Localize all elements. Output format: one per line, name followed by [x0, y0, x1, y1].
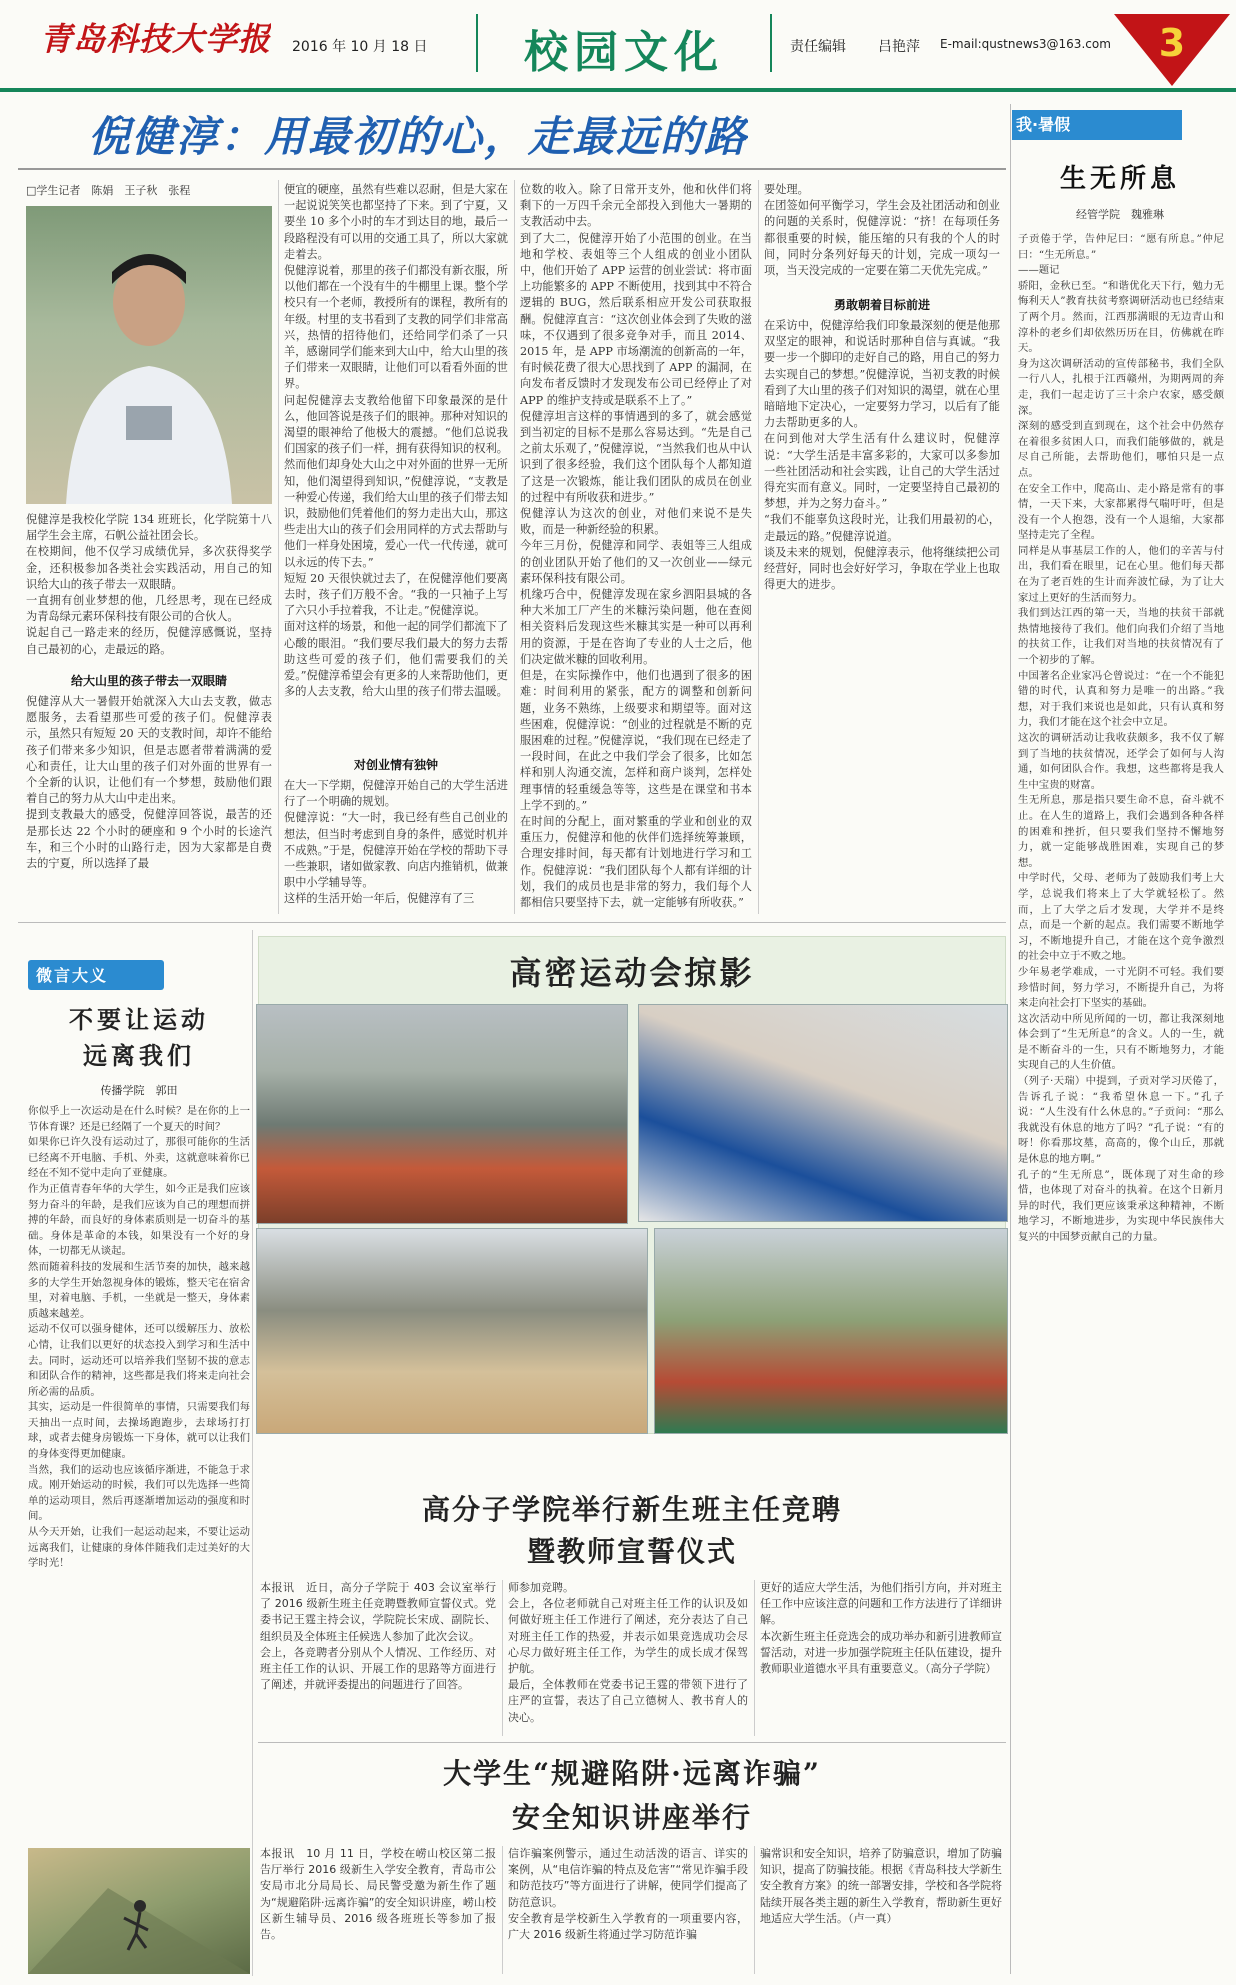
article3-title-line2: 安全知识讲座举行: [511, 1801, 752, 1834]
essay-author: 经管学院 魏雅琳: [1076, 208, 1164, 221]
article-body-col2b: 在大一下学期，倪健淳开始自己的大学生活进行了一个明确的规划。 倪健淳说：“大一时，我已经有些自己创业的想法，但当时考虑到自身的条件，感觉时机并不成熟。”于是，倪健淳开始在学校的帮助下寻一些兼职，诸如做家教、向店内推销机，做兼职中小学辅导等。 这样的生活开始一年后，倪健淳有了三: [284, 779, 508, 906]
newspaper-logo: 青岛科技大学报: [40, 20, 272, 58]
editor-name: 吕艳萍: [878, 39, 920, 55]
article3-col3: 骗常识和安全知识，培养了防骗意识，增加了防骗知识，提高了防骗技能。根据《青岛科技大学新生安全教育方案》的统一部署安排，学校和各学院将陆续开展各类主题的新生入学教育，帮助新生更好地适应大学生活。（卢一真）: [760, 1847, 1002, 1925]
page-number-badge: [1114, 14, 1230, 86]
opinion-author: 传播学院 郭田: [100, 1084, 178, 1097]
long-jump-photo: [256, 1228, 648, 1434]
subhead-mountain-children: 给大山里的孩子带去一双眼睛: [70, 674, 227, 688]
person-photo-graphic: [26, 206, 272, 504]
subhead-brave-forward: 勇敢朝着目标前进: [833, 298, 930, 312]
article2-col1: 本报讯 近日，高分子学院于 403 会议室举行了 2016 级新生班主任竞聘暨教师宣誓仪式。党委书记王霆主持会议，学院院长宋成、副院长、组织员及全体班主任候选人参加了此次会议。 会上，各竞聘者分别从个人情况、工作经历、对班主任工作的认识、开展工作的思路等方面进行了阐述，并就评委提出的问题进行了回答。: [260, 1581, 496, 1692]
stadium-ceremony-photo: [256, 1004, 628, 1224]
opinion-title-line2: 远离我们: [83, 1041, 195, 1070]
section-title: 校园文化: [524, 27, 724, 78]
article-body-col2: 便宜的硬座，虽然有些难以忍耐，但是大家在一起说说笑笑也都坚持了下来。到了宁夏，又要坐 10 多个小时的车才到达目的地，最后一段路程没有可以用的交通工具了，所以大家就走着去。 倪健淳说着，那里的孩子们都没有新衣服，所以他们都在一个没有牛的牛棚里上课。整个学校只有一个老师，教授所有的课程，教所有的年级。村里的支书看到了支教的同学们非常高兴，热情的招待他们，还给同学们杀了一只羊，感谢同学们能来到大山中，给大山里的孩子们带来一双眼睛，让他们可以看看外面的世界。 问起倪健淳去支教给他留下印象最深的是什么，他回答说是孩子们的眼神。那种对知识的渴望的眼神给了他极大的震撼。“他们总说我们国家的孩子们一样，拥有获得知识的权利。然而他们却身处大山之中对外面的世界一无所知，他们渴望得到知识，”倪健淳说，“支教是一种爱心传递，我们给大山里的孩子们带去知识，鼓励他们凭着他们的努力走出大山，那这些走出大山的孩子们会用同样的方式去帮助与他们一样身处困境，爱心一代一代传递，就可以永远的传下去。” 短短 20 天很快就过去了，在倪健淳他们要离去时，孩子们万般不舍。“我的一只袖子上写了六只小手拉着我，不让走。”倪健淳说。 面对这样的场景，和他一起的同学们都流下了心酸的眼泪。“我们要尽我们最大的努力去帮助这些可爱的孩子们，他们需要我们的关爱。”倪健淳希望会有更多的人来帮助他们，更多的人去支教，给大山里的孩子们带去温暖。: [284, 183, 508, 699]
cheering-students-photo: [638, 1004, 1008, 1222]
editor-label: 责任编辑: [790, 39, 846, 55]
article2-col2: 师参加竞聘。 会上，各位老师就自己对班主任工作的认识及如何做好班主任工作进行了阐述，充分表达了自己对班主任工作的热爱，并表示如果竞选成功会尽心尽力做好班主任工作，为学生的成长成才保驾护航。 最后，全体教师在党委书记王霆的带领下进行了庄严的宣誓，表达了自己立德树人、教书育人的决心。: [508, 1581, 748, 1724]
essay-body: 子贡倦于学，告仲尼曰：“愿有所息。”仲尼曰：“生无所息。” ——题记 骄阳，金秋已至。“和谐优化天下行，勉力无悔利天人”教育扶贫考察调研活动也已经结束了两个月。然而，江西那满眼的无边青山和淳朴的老乡们却依然历历在目，仿佛就在昨天。 身为这次调研活动的宣传部秘书，我们全队一行八人，扎根于江西赣州，为期两周的奔走，我们一起走访了三十余户农家，感受颇深。 深刻的感受到直到现在，这个社会中仍然存在着很多贫困人口，而我们能够做的，就是尽自己所能，去帮助他们，哪怕只是一点点。 在安全工作中，爬高山、走小路是常有的事情，一天下来，大家都累得气喘吁吁，但是没有一个人抱怨，没有一个人退缩，大家都坚持走完了全程。 同样是从事基层工作的人，他们的辛苦与付出，我们看在眼里，记在心里。他们每天都在为了老百姓的生计而奔波忙碌，为了让大家过上更好的生活而努力。 我们到达江西的第一天，当地的扶贫干部就热情地接待了我们。他们向我们介绍了当地的扶贫工作，让我们对当地的扶贫情况有了一个初步的了解。 中国著名企业家冯仑曾说过：“在一个不能犯错的时代，认真和努力是唯一的出路。”我想，对于我们来说也是如此，只有认真和努力，我们才能在这个社会中立足。 这次的调研活动让我收获颇多，我不仅了解到了当地的扶贫情况，还学会了如何与人沟通，如何团队合作。我想，这些都将是我人生中宝贵的财富。 生无所息，那是指只要生命不息，奋斗就不止。在人生的道路上，我们会遇到各种各样的困难和挫折，但只要我们坚持不懈地努力，就一定能够战胜困难，实现自己的梦想。 中学时代，父母、老师为了鼓励我们考上大学，总说我们将来上了大学就轻松了。然而，上了大学之后才发现，大学并不是终点，而是一个新的起点。我们需要不断地学习，不断地提升自己，才能在这个竞争激烈的社会中立于不败之地。 少年易老学难成，一寸光阴不可轻。我们要珍惜时间，努力学习，不断提升自己，为将来走向社会打下坚实的基础。 这次活动中所见所闻的一切，都让我深刻地体会到了“生无所息”的含义。人的一生，就是不断奋斗的一生，只有不断地努力，才能实现自己的人生价值。 （列子·天瑞）中提到，子贡对学习厌倦了，告诉孔子说：“我希望休息一下。”孔子说：“人生没有什么休息的。”子贡问：“那么我就没有休息的地方了吗？”孔子说：“有的呀！你看那坟墓，高高的，像个山丘，那就是休息的地方啊。” 孔子的“生无所息”，既体现了对生命的珍惜，也体现了对奋斗的执着。在这个日新月异的时代，我们更应该秉承这种精神，不断地学习，不断地进步，为实现中华民族伟大复兴的中国梦贡献自己的力量。: [1018, 233, 1224, 1243]
headline-divider: [18, 168, 1006, 170]
article3-col1: 本报讯 10 月 11 日，学校在崂山校区第二报告厅举行 2016 级新生入学安全教育，青岛市公安局市北分局局长、局民警受邀为新生作了题为“规避陷阱·远离诈骗”的安全知识讲座，崂山校区新生辅导员、2016 级各班班长等参加了报告。: [260, 1847, 496, 1942]
page-number-shape: [1114, 14, 1230, 86]
hurdles-photo: [654, 1228, 1008, 1434]
article-body-col1b: 倪健淳从大一暑假开始就深入大山去支教，做志愿服务，去看望那些可爱的孩子们。倪健淳表示，虽然只有短短 20 天的支教时间，却许不能给孩子们带来多少知识，但是志愿者带着满满的爱心和责任，让大山里的孩子们对外面的世界有一个全新的认识，让他们有一个梦想，鼓励他们跟着自己的努力从大山中走出来。 提到支教最大的感受，倪健淳回答说，最苦的还是那长达 22 个小时的硬座和 9 个小时的长途汽车，和三个小时的山路行走，因为大家都是自费去的宁夏，所以选择了最: [26, 695, 272, 871]
opinion-title-line1: 不要让运动: [69, 1005, 209, 1034]
article2-title-line2: 暨教师宣誓仪式: [526, 1535, 737, 1568]
article-body-col3: 位数的收入。除了日常开支外，他和伙伴们将剩下的一万四千余元全部投入到他大一暑期的支教活动中去。 到了大二，倪健淳开始了小范围的创业。在当地和学校、表姐等三个人组成的创业小团队中，他们开始了 APP 运营的创业尝试：将市面上功能繁多的 APP 不断使用，找到其中不符合逻辑的 BUG，然后联系相应开发公司获取报酬。倪健淳直言：“这次创业体会到了失败的滋味，不仅遇到了很多竞争对手，而且 2014、2015 年，是 APP 市场潮流的创新高的一年，有时候花费了很大心思找到了 APP 的漏洞，在向发布者反馈时才发现发布公司已经停止了对 APP 的维护支持或是联系不上了。” 倪健淳坦言这样的事情遇到的多了，就会感觉到当初定的目标不是那么容易达到。“先是自己之前太乐观了，”倪健淳说，“当然我们也从中认识到了很多经验，我们这个团队每个人都知道了这是一次锻炼，能让我们团队的成员在创业的过程中有所收获和进步。” 倪健淳认为这次的创业，对他们来说不是失败，而是一种新经验的积累。 今年三月份，倪健淳和同学、表姐等三人组成的创业团队开始了他们的又一次创业——绿元素环保科技有限公司。 机缘巧合中，倪健淳发现在家乡泗阳县城的各种大米加工厂产生的米糠污染问题，他在查阅相关资料后发现这些米糠其实是一种可以再利用的资源，于是在咨询了专业的人士之后，他们决定做米糠的回收利用。 但是，在实际操作中，他们也遇到了很多的困难：时间利用的紧张，配方的调整和创新问题，业务不熟练，上级要求和期望等。面对这些困难，倪健淳说：“创业的过程就是不断的克服困难的过程。”倪健淳说，“我们现在已经走了一段时间，在此之中我们学会了很多，比如怎样和别人沟通交流，怎样和商户谈判，怎样处理事情的轻重缓急等等，这些是在课堂和书本上学不到的。” 在时间的分配上，面对繁重的学业和创业的双重压力，倪健淳和他的伙伴们选择统筹兼顾，合理安排时间，每天都有计划地进行学习和工作。倪健淳说：“我们团队每个人都有详细的计划，我们的成员也是非常的努力，我们每个人都相信只要坚持下去，就一定能够有所收获。”: [520, 183, 752, 909]
photo-feature-title: 高密运动会掠影: [509, 954, 755, 992]
issue-date: 2016 年 10 月 18 日: [292, 39, 428, 55]
opinion-body: 你似乎上一次运动是在什么时候？是在你的上一节体育课？还是已经隔了一个夏天的时间？ 如果你已许久没有运动过了，那很可能你的生活已经离不开电脑、手机、外卖，这就意味着你已经在不知不觉中走向了亚健康。 作为正值青春年华的大学生，如今正是我们应该努力奋斗的年龄，是我们应该为自己的理想而拼搏的年龄，而良好的身体素质则是一切奋斗的基础。身体是革命的本钱，如果没有一个好的身体，一切都无从谈起。 然而随着科技的发展和生活节奏的加快，越来越多的大学生开始忽视身体的锻炼，整天宅在宿舍里，对着电脑、手机，一坐就是一整天，身体素质越来越差。 运动不仅可以强身健体，还可以缓解压力、放松心情，让我们以更好的状态投入到学习和生活中去。同时，运动还可以培养我们坚韧不拔的意志和团队合作的精神，这些都是我们将来走向社会所必需的品质。 其实，运动是一件很简单的事情，只需要我们每天抽出一点时间，去操场跑跑步，去球场打打球，或者去健身房锻炼一下身体，就可以让我们的身体变得更加健康。 当然，我们的运动也应该循序渐进，不能急于求成。刚开始运动的时候，我们可以先选择一些简单的运动项目，然后再逐渐增加运动的强度和时间。 从今天开始，让我们一起运动起来，不要让运动远离我们，让健康的身体伴随我们走过美好的大学时光！: [28, 1105, 250, 1570]
runner-photo: [28, 1848, 250, 1974]
subhead-entrepreneurship: 对创业情有独钟: [353, 758, 438, 772]
column-tag-left: 微言大义: [36, 966, 109, 985]
page-number: 3: [1158, 21, 1186, 65]
article3-col2: 信诈骗案例警示，通过生动活泼的语言、详实的案例，从“电信诈骗的特点及危害”“常见诈骗手段和防范技巧”等方面进行了讲解，使同学们提高了防范意识。 安全教育是学校新生入学教育的一项重要内容，广大 2016 级新生将通过学习防范诈骗: [508, 1847, 748, 1942]
main-headline: 倪健淳：用最初的心，走最远的路: [88, 112, 749, 161]
person-photo: [26, 206, 272, 504]
article-body-col1: 倪健淳是我校化学院 134 班班长，化学院第十八届学生会主席，石帆公益社团会长。 在校期间，他不仅学习成绩优异，多次获得奖学金，还积极参加各类社会实践活动，用自己的知识给大山的孩子带去一双眼睛。 一直拥有创业梦想的他，几经思考，现在已经成为青岛绿元素环保科技有限公司的合伙人。 说起自己一路走来的经历，倪健淳感慨说，坚持自己最初的心，走最远的路。: [26, 513, 272, 656]
article3-title-line1: 大学生“规避陷阱·远离诈骗”: [443, 1757, 821, 1790]
article-body-col4b: 在采访中，倪健淳给我们印象最深刻的便是他那双坚定的眼神，和说话时那种自信与真诚。“我要一步一个脚印的走好自己的路，用自己的努力去实现自己的梦想。”倪健淳说，当初支教的时候看到了大山里的孩子们对知识的渴望，就在心里暗暗地下定决心，一定要努力学习，以后有了能力去帮助更多的人。 在问到他对大学生活有什么建议时，倪健淳说：“大学生活是丰富多彩的，大家可以多参加一些社团活动和社会实践，让自己的大学生活过得充实而有意义。同时，一定要坚持自己最初的梦想，并为之努力奋斗。” “我们不能辜负这段时光，让我们用最初的心，走最远的路。”倪健淳说道。 谈及未来的规划，倪健淳表示，他将继续把公司经营好，同时也会好好学习，争取在学业上也取得更大的进步。: [764, 319, 1000, 592]
main-byline: □学生记者 陈娟 王子秋 张程: [26, 184, 191, 197]
column-tag: 我·暑假: [1016, 115, 1071, 134]
runner-photo-graphic: [28, 1848, 250, 1974]
article-body-col4: 要处理。 在团签如何平衡学习，学生会及社团活动和创业的问题的关系时，倪健淳说：“挤！在每项任务都很重要的时候，能压缩的只有我的个人的时间，同时分条列好每天的计划，完成一项勾一项，当天没完成的一定要在第二天优先完成。”: [764, 183, 1000, 278]
article2-title-line1: 高分子学院举行新生班主任竞聘: [421, 1493, 842, 1526]
essay-title: 生无所息: [1059, 164, 1180, 194]
article2-col3: 更好的适应大学生活，为他们指引方向，并对班主任工作中应该注意的问题和工作方法进行了详细讲解。 本次新生班主任竞选会的成功举办和新引进教师宣誓活动，对进一步加强学院班主任队伍建设，提升教师职业道德水平具有重要意义。（高分子学院）: [760, 1581, 1002, 1676]
editor-email: E-mail:qustnews3@163.com: [940, 37, 1111, 51]
masthead-rule: [0, 88, 1236, 92]
